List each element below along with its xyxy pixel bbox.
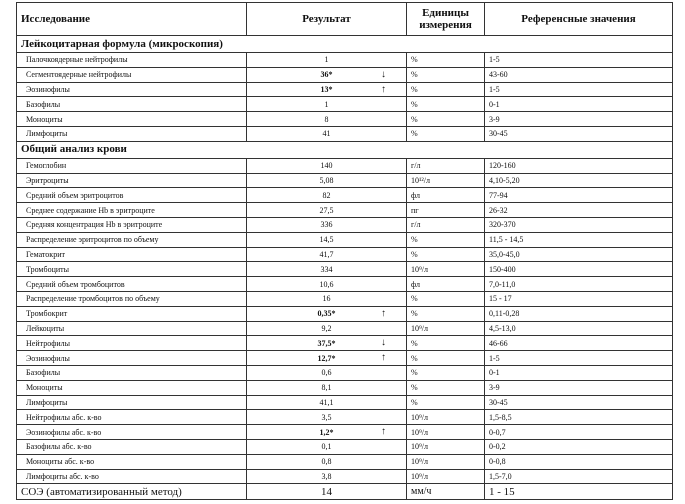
test-name: Эритроциты [17, 173, 247, 188]
result-cell [247, 425, 407, 440]
result-cell [247, 380, 407, 395]
table-row [17, 469, 673, 484]
result-cell [247, 112, 407, 127]
result-cell [247, 439, 407, 454]
result-value: 0,1 [321, 442, 332, 452]
result-value: 36* [320, 70, 333, 80]
unit-cell: % [407, 82, 485, 97]
reference-cell: 0-1 [485, 365, 673, 380]
table-row [17, 277, 673, 292]
reference-cell: 3-9 [485, 380, 673, 395]
table-row [17, 203, 673, 218]
header-reference: Референсные значения [485, 3, 673, 36]
result-value: 8,1 [321, 383, 332, 393]
result-cell [247, 277, 407, 292]
result-value: 82 [322, 190, 331, 200]
result-value: 5,08 [319, 175, 334, 185]
result-cell [247, 262, 407, 277]
result-value: 3,5 [321, 412, 332, 422]
unit-cell: % [407, 380, 485, 395]
test-name: Тромбоциты [17, 262, 247, 277]
result-cell [247, 321, 407, 336]
result-value: 37,5* [317, 338, 336, 348]
arrow-up-icon: ↑ [381, 307, 386, 319]
arrow-up-icon: ↑ [381, 426, 386, 438]
reference-cell: 0-1 [485, 97, 673, 112]
result-value: 41,7 [319, 249, 334, 259]
reference-cell: 320-370 [485, 217, 673, 232]
result-cell [247, 188, 407, 203]
table-row [17, 395, 673, 410]
test-name: Лейкоциты [17, 321, 247, 336]
result-value: 10,6 [319, 279, 334, 289]
reference-cell: 30-45 [485, 395, 673, 410]
table-row [17, 82, 673, 97]
reference-cell: 1,5-7,0 [485, 469, 673, 484]
table-row [17, 410, 673, 425]
result-value: 0,35* [317, 309, 336, 319]
arrow-down-icon: ↓ [381, 337, 386, 349]
unit-cell: % [407, 232, 485, 247]
result-value: 27,5 [319, 205, 334, 215]
result-value: 140 [320, 161, 333, 171]
reference-cell: 1 - 15 [485, 484, 673, 500]
unit-cell: % [407, 247, 485, 262]
table-row [17, 188, 673, 203]
test-name: Нейтрофилы абс. к-во [17, 410, 247, 425]
reference-cell: 1-5 [485, 53, 673, 68]
table-row [17, 425, 673, 440]
test-name: Гематокрит [17, 247, 247, 262]
unit-cell: 10⁹/л [407, 425, 485, 440]
unit-cell: % [407, 126, 485, 141]
table-row [17, 217, 673, 232]
table-row [17, 291, 673, 306]
unit-cell: г/л [407, 217, 485, 232]
reference-cell: 120-160 [485, 158, 673, 173]
table-row [17, 365, 673, 380]
table-row [17, 158, 673, 173]
unit-cell: г/л [407, 158, 485, 173]
table-row [17, 306, 673, 321]
section-header-row [17, 141, 673, 158]
table-row [17, 67, 673, 82]
result-cell [247, 82, 407, 97]
result-value: 3,8 [321, 471, 332, 481]
table-row [17, 484, 673, 500]
test-name: Базофилы [17, 365, 247, 380]
test-name: Эозинофилы абс. к-во [17, 425, 247, 440]
result-cell [247, 306, 407, 321]
unit-cell: % [407, 351, 485, 366]
reference-cell: 0-0,8 [485, 454, 673, 469]
test-name: Распределение тромбоцитов по объему [17, 291, 247, 306]
reference-cell: 1,5-8,5 [485, 410, 673, 425]
result-value: 0,8 [321, 457, 332, 467]
unit-cell: % [407, 395, 485, 410]
arrow-up-icon: ↑ [381, 83, 386, 95]
reference-cell: 4,5-13,0 [485, 321, 673, 336]
arrow-up-icon: ↑ [381, 352, 386, 364]
header-row [17, 3, 673, 36]
table-row [17, 53, 673, 68]
result-value: 1,2* [319, 427, 334, 437]
result-value: 9,2 [321, 323, 332, 333]
table-row [17, 439, 673, 454]
result-cell [247, 247, 407, 262]
reference-cell: 77-94 [485, 188, 673, 203]
result-cell [247, 454, 407, 469]
reference-cell: 15 - 17 [485, 291, 673, 306]
unit-cell: 10⁹/л [407, 454, 485, 469]
table-row [17, 173, 673, 188]
result-cell [247, 469, 407, 484]
unit-cell: % [407, 291, 485, 306]
table-row [17, 351, 673, 366]
reference-cell: 0,11-0,28 [485, 306, 673, 321]
result-value: 336 [320, 220, 333, 230]
table-row [17, 262, 673, 277]
test-name: Сегментоядерные нейтрофилы [17, 67, 247, 82]
table-row [17, 232, 673, 247]
test-name: Палочкоядерные нейтрофилы [17, 53, 247, 68]
unit-cell: % [407, 112, 485, 127]
lab-results-sheet [16, 2, 672, 500]
test-name: Среднее содержание Hb в эритроците [17, 203, 247, 218]
result-cell [247, 203, 407, 218]
table-row [17, 336, 673, 351]
unit-cell: 10⁹/л [407, 469, 485, 484]
result-value: 1 [324, 55, 329, 65]
reference-cell: 43-60 [485, 67, 673, 82]
test-name: Моноциты [17, 112, 247, 127]
unit-cell: пг [407, 203, 485, 218]
test-name: Лимфоциты абс. к-во [17, 469, 247, 484]
reference-cell: 7,0-11,0 [485, 277, 673, 292]
result-cell: 14 [247, 484, 407, 500]
test-name: Моноциты абс. к-во [17, 454, 247, 469]
test-name: Моноциты [17, 380, 247, 395]
test-name: Средняя концентрация Hb в эритроците [17, 217, 247, 232]
unit-cell: 10¹²/л [407, 173, 485, 188]
reference-cell: 3-9 [485, 112, 673, 127]
reference-cell: 0-0,7 [485, 425, 673, 440]
result-value: 41,1 [319, 397, 334, 407]
reference-cell: 150-400 [485, 262, 673, 277]
unit-cell: 10⁹/л [407, 439, 485, 454]
unit-cell: фл [407, 277, 485, 292]
test-name: Эозинофилы [17, 351, 247, 366]
result-value: 12,7* [317, 353, 336, 363]
reference-cell: 46-66 [485, 336, 673, 351]
result-cell [247, 336, 407, 351]
unit-cell: фл [407, 188, 485, 203]
result-cell [247, 291, 407, 306]
result-cell [247, 67, 407, 82]
result-cell [247, 126, 407, 141]
unit-cell: % [407, 365, 485, 380]
reference-cell: 35,0-45,0 [485, 247, 673, 262]
unit-cell: % [407, 336, 485, 351]
test-name: Нейтрофилы [17, 336, 247, 351]
arrow-down-icon: ↓ [381, 68, 386, 80]
result-value: 16 [322, 294, 331, 304]
result-value: 334 [320, 264, 333, 274]
result-cell [247, 365, 407, 380]
result-cell [247, 410, 407, 425]
test-name: Эозинофилы [17, 82, 247, 97]
reference-cell: 0-0,2 [485, 439, 673, 454]
unit-cell: мм/ч [407, 484, 485, 500]
result-cell [247, 173, 407, 188]
lab-results-table [16, 2, 673, 500]
unit-cell: % [407, 306, 485, 321]
table-row [17, 112, 673, 127]
test-name: Лимфоциты [17, 126, 247, 141]
reference-cell: 30-45 [485, 126, 673, 141]
unit-cell: 10⁹/л [407, 410, 485, 425]
unit-cell: % [407, 97, 485, 112]
test-name: Базофилы абс. к-во [17, 439, 247, 454]
result-cell [247, 351, 407, 366]
test-name: Средний объем эритроцитов [17, 188, 247, 203]
unit-cell: % [407, 53, 485, 68]
reference-cell: 1-5 [485, 351, 673, 366]
table-row [17, 126, 673, 141]
results-body [17, 36, 673, 500]
result-cell [247, 53, 407, 68]
table-row [17, 380, 673, 395]
result-cell [247, 97, 407, 112]
unit-cell: % [407, 67, 485, 82]
test-name: Тромбокрит [17, 306, 247, 321]
section-header-row [17, 36, 673, 53]
test-name: Лимфоциты [17, 395, 247, 410]
header-units: Единицы измерения [407, 3, 485, 36]
reference-cell: 4,10-5,20 [485, 173, 673, 188]
result-cell [247, 158, 407, 173]
result-value: 13* [320, 84, 333, 94]
table-row [17, 97, 673, 112]
test-name: Распределение эритроцитов по объему [17, 232, 247, 247]
result-value: 0,6 [321, 368, 332, 378]
test-name: СОЭ (автоматизированный метод) [17, 484, 247, 500]
result-cell [247, 395, 407, 410]
unit-cell: 10⁹/л [407, 321, 485, 336]
table-row [17, 321, 673, 336]
test-name: Средний объем тромбоцитов [17, 277, 247, 292]
reference-cell: 11,5 - 14,5 [485, 232, 673, 247]
test-name: Базофилы [17, 97, 247, 112]
reference-cell: 26-32 [485, 203, 673, 218]
section-title: Общий анализ крови [17, 141, 673, 158]
result-value: 41 [322, 129, 331, 139]
header-test: Исследование [17, 3, 247, 36]
unit-cell: 10⁹/л [407, 262, 485, 277]
table-row [17, 454, 673, 469]
result-value: 14,5 [319, 235, 334, 245]
result-cell [247, 232, 407, 247]
reference-cell: 1-5 [485, 82, 673, 97]
result-value: 8 [324, 114, 329, 124]
result-cell [247, 217, 407, 232]
result-value: 1 [324, 99, 329, 109]
table-row [17, 247, 673, 262]
section-title: Лейкоцитарная формула (микроскопия) [17, 36, 673, 53]
header-result: Результат [247, 3, 407, 36]
test-name: Гемоглобин [17, 158, 247, 173]
